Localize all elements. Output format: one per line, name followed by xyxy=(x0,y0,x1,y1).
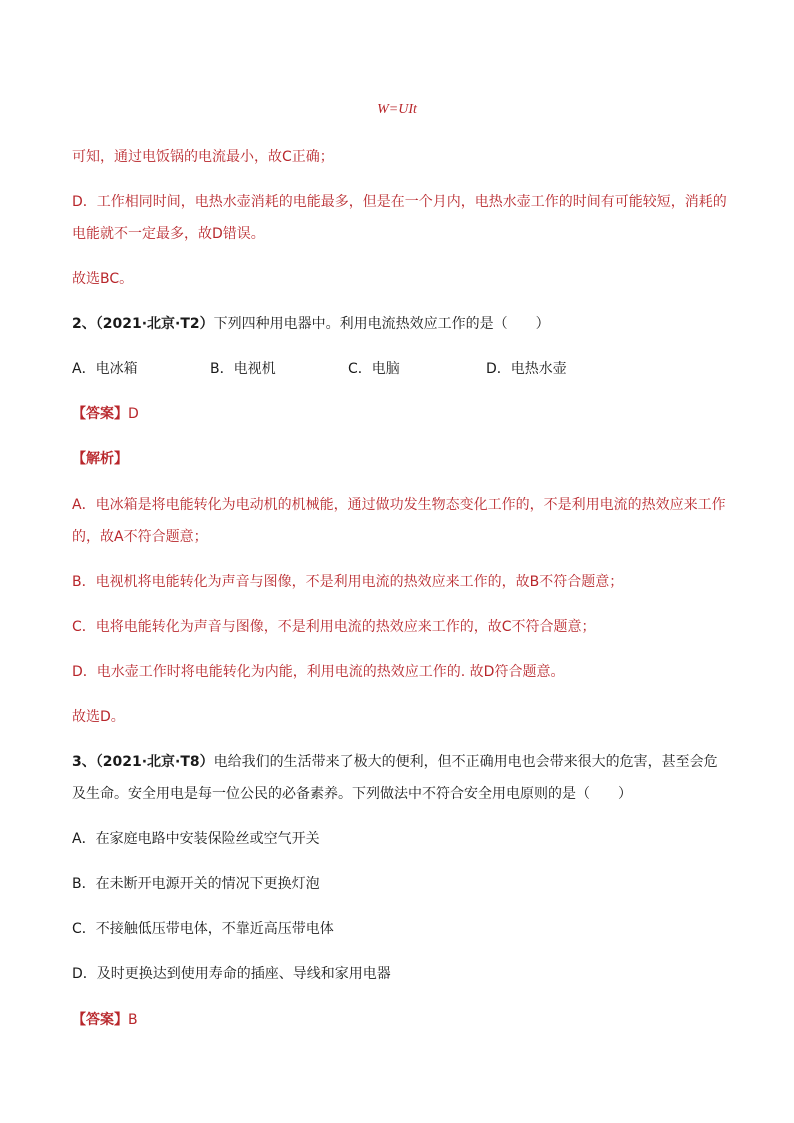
q2-option-d: D．电热水壶 xyxy=(486,361,567,377)
analysis-d-line1: D．工作相同时间，电热水壶消耗的电能最多，但是在一个月内，电热水壶工作的时间有可能较短，消耗的 xyxy=(72,194,727,210)
q3-number: 3、 xyxy=(72,754,96,770)
q2-stem xyxy=(72,315,550,333)
analysis-d-line2: 电能就不一定最多，故D错误。 xyxy=(72,226,265,242)
q3-source: （2021·北京·T8） xyxy=(95,754,214,770)
q3-stem-line1 xyxy=(72,753,718,771)
q3-answer-label: 【答案】 xyxy=(72,1012,128,1028)
q2-answer xyxy=(72,405,139,423)
q2-answer-label: 【答案】 xyxy=(72,406,128,422)
q3-stem-line2: 及生命。安全用电是每一位公民的必备素养。下列做法中不符合安全用电原则的是（ ） xyxy=(72,786,632,802)
q3-option-c: C．不接触低压带电体，不靠近高压带电体 xyxy=(72,921,334,937)
q3-option-b: B．在未断开电源开关的情况下更换灯泡 xyxy=(72,876,320,892)
q2-answer-value: D xyxy=(128,406,139,422)
q2-source: （2021·北京·T2） xyxy=(95,316,214,332)
q3-answer-value: B xyxy=(128,1012,138,1028)
q2-option-b: B．电视机 xyxy=(210,361,276,377)
q2-analysis-b: B．电视机将电能转化为声音与图像，不是利用电流的热效应来工作的，故B不符合题意； xyxy=(72,574,624,590)
q3-stem-text: 电给我们的生活带来了极大的便利，但不正确用电也会带来很大的危害，甚至会危 xyxy=(213,754,718,770)
q2-conclusion: 故选D。 xyxy=(72,709,125,725)
q3-option-a: A．在家庭电路中安装保险丝或空气开关 xyxy=(72,831,320,847)
q2-stem-text: 下列四种用电器中。利用电流热效应工作的是（ ） xyxy=(213,316,550,332)
formula: W=UIt xyxy=(377,102,417,117)
q1-conclusion: 故选BC。 xyxy=(72,271,134,287)
q3-option-d: D．及时更换达到使用寿命的插座、导线和家用电器 xyxy=(72,966,391,982)
q2-option-c: C．电脑 xyxy=(348,361,400,377)
analysis-c-conclusion: 可知，通过电饭锅的电流最小，故C正确； xyxy=(72,149,334,165)
q2-analysis-heading xyxy=(72,450,128,468)
q2-number: 2、 xyxy=(72,316,96,332)
q2-analysis-a-line1: A．电冰箱是将电能转化为电动机的机械能，通过做功发生物态变化工作的，不是利用电流的热效应来工作 xyxy=(72,497,726,513)
q3-answer xyxy=(72,1011,138,1029)
q2-option-a: A．电冰箱 xyxy=(72,361,138,377)
q2-analysis-d: D．电水壶工作时将电能转化为内能，利用电流的热效应工作的. 故D符合题意。 xyxy=(72,664,565,680)
q2-analysis-label: 【解析】 xyxy=(72,451,128,467)
q2-analysis-c: C．电将电能转化为声音与图像，不是利用电流的热效应来工作的，故C不符合题意； xyxy=(72,619,596,635)
q2-analysis-a-line2: 的，故A不符合题意； xyxy=(72,529,208,545)
